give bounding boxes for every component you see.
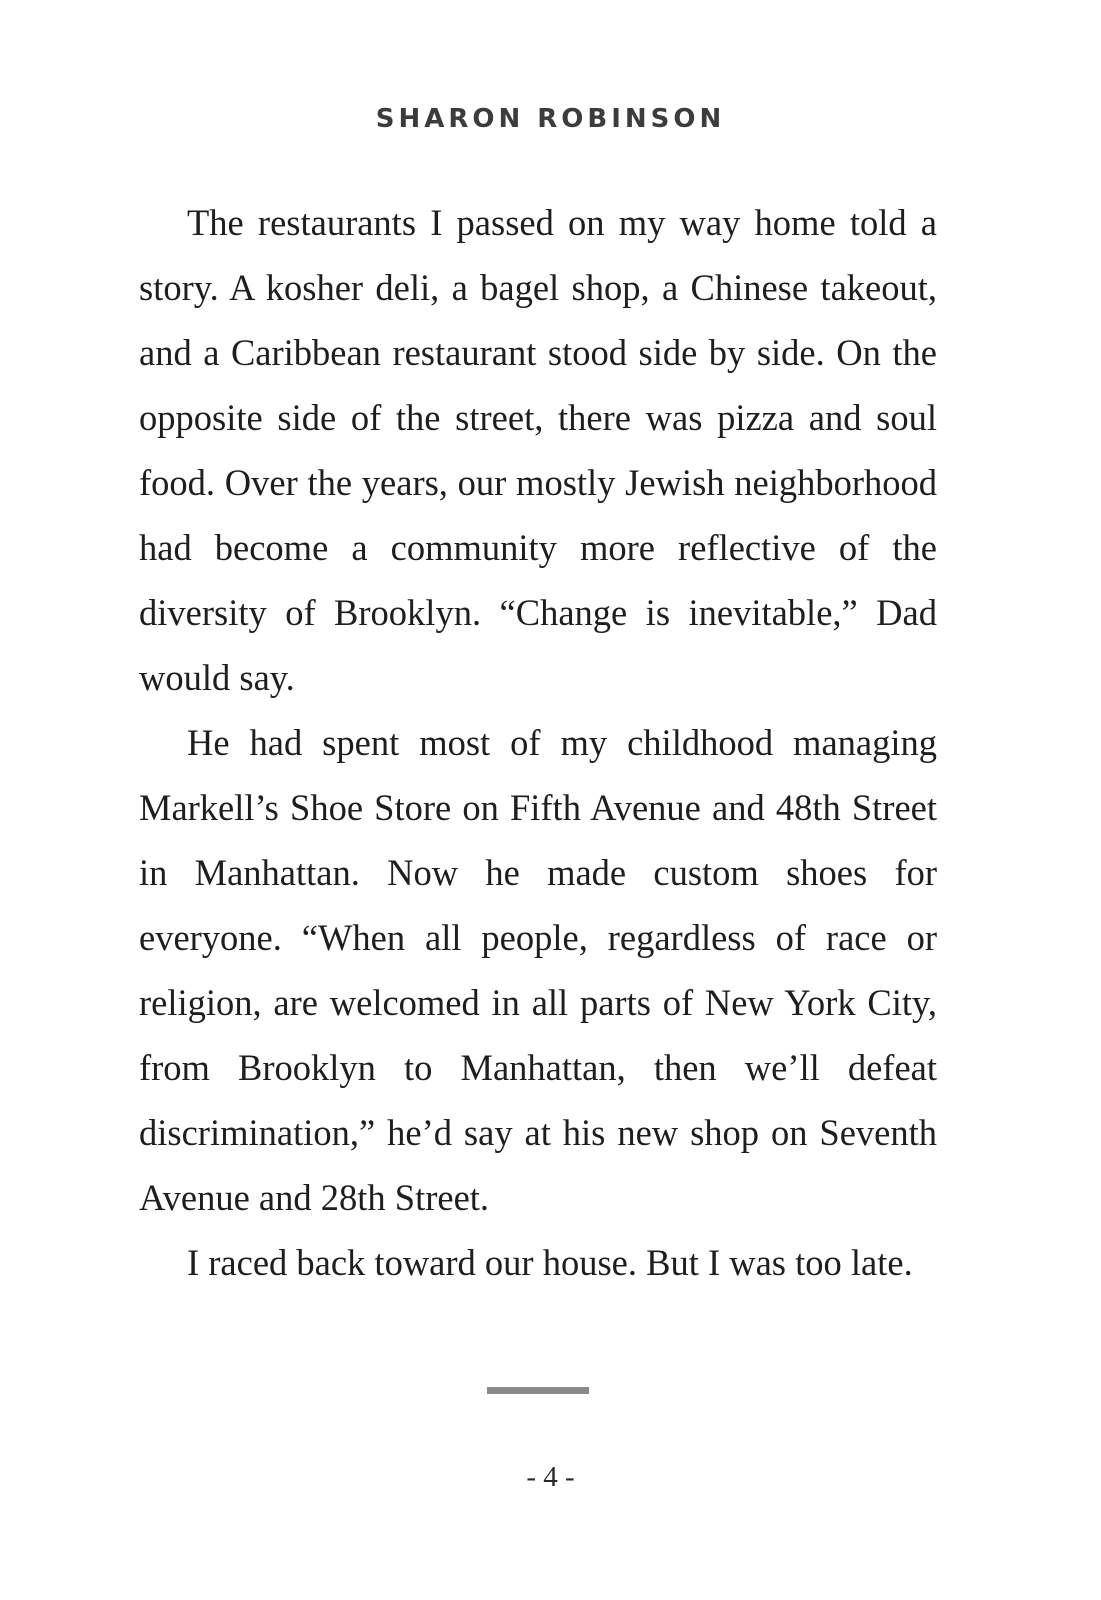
- paragraph: He had spent most of my childhood managing Markell’s Shoe Store on Fifth Avenue and 48th Street in Manhattan. Now he made custom shoes for everyone. “When all people, regardless of race or religion, are welcomed in all parts of New York City, from Brooklyn to Manhattan, then we’ll defeat discrimination,” he’d say at his new shop on Seventh Avenue and 28th Street.: [139, 722, 937, 1218]
- section-divider: [487, 1387, 589, 1394]
- paragraph: The restaurants I passed on my way home told a story. A kosher deli, a bagel shop, a Chinese takeout, and a Caribbean restaurant stood side by side. On the opposite side of the street, there was pizza and soul food. Over the years, our mostly Jewish neighborhood had become a community more reflective of the diversity of Brooklyn. “Change is inevitable,” Dad would say.: [139, 202, 937, 698]
- page-number: - 4 -: [526, 1461, 575, 1493]
- paragraph: I raced back toward our house. But I was too late.: [187, 1242, 913, 1283]
- running-head: SHARON ROBINSON: [375, 104, 726, 134]
- body-text: [139, 190, 937, 1295]
